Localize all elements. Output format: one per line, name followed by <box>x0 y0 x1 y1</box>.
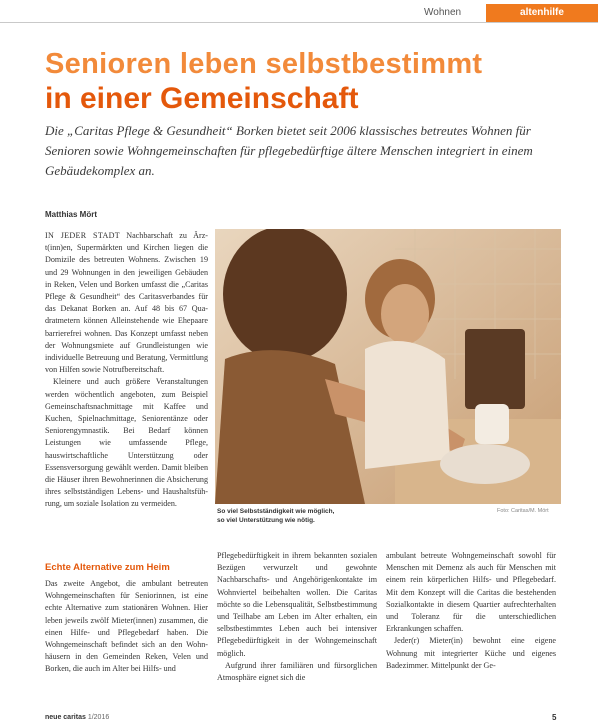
section-tag: altenhilfe <box>486 4 598 22</box>
headline-line-2: in einer Gemeinschaft <box>45 82 359 115</box>
body-paragraph: Pflegebedürftigkeit in ihrem bekannten sozialen Bezügen verwurzelt und gewohnte Nachbarschafts- und Angehörigenkontakte im Wohnviertel beibehalten wollen. Die Caritas möchte so die Lebensqualität, Selbstbestimmung und Teilhabe am Leben im Alter erhalten, ein selbstbestimmtes Leben auch bei intensiver Pflegebedürftigkeit in der Wohngemeinschaft möglich. <box>217 551 377 658</box>
body-paragraph: Das zweite Angebot, die ambulant betreuten Wohngemeinschaften für Seniorinnen, ist eine echte Alternative zum stationären Wohnen. Hier leben jeweils zwölf Mieter(innen) zusammen, die einen Hilfe- und Pflegebedarf haben. Die Wohngemeinschaft befindet sich an den Wohnhäusern in den Gemeinden Reken, Velen und Borken, die auch im Alter bei Hilfs- und <box>45 579 208 674</box>
subheading: Echte Alternative zum Heim <box>45 562 170 573</box>
footer-brand: neue caritas 1/2016 <box>45 714 110 721</box>
headline-line-1: Senioren leben selbstbestimmt <box>45 48 483 80</box>
body-paragraph: Kleinere und auch größere Veranstaltungen werden wöchentlich angeboten, zum Beispiel Gemeinschaftsnachmittage mit Kaffee und Kuchen, Spielnachmittage, Seniorentänze oder Seniorengymnastik. Bei Bedarf können Leistungen wie umfassende Pflege, hauswirtschaftliche Unterstützung oder Essensversorgung gewählt werden. Damit bleiben die Häuser ihren Bewohnerinnen die Absicherung ihres selbstständigen Lebens- und Haushaltsführung, um soziale Isolation zu vermeiden. <box>45 377 208 509</box>
photo-caption: So viel Selbstständigkeit wie möglich, so viel Unterstützung wie nötig. <box>217 508 335 524</box>
body-paragraph: IN JEDER STADT Nachbarschaft zu Ärzt(inn)en, Supermärkten und Kirchen liegen die Domizile des betreuten Wohnens. Zwischen 19 und 29 Wohnungen in den jeweiligen Gebäuden in Reken, Velen und Borken umfasst die „Caritas Pflege & Gesundheit“ des Caritasverbandes für das Dekanat Borken an. Auf 48 bis 67 Quadratmetern können Alleinstehende wie Ehepaare barrierefrei wohnen. Das Konzept umfasst neben der Wohnungsmiete auf Grundleistungen wie individuelle Betreuung und Beratung, Vermittlung von Hilfen sowie Notrufbereitschaft. <box>45 231 208 375</box>
header-rule <box>0 22 598 23</box>
header-section: Wohnen <box>424 7 462 18</box>
body-column-2 <box>217 550 377 710</box>
article-photo <box>215 229 561 504</box>
body-column-1 <box>45 230 208 555</box>
body-paragraph: Jeder(r) Mieter(in) bewohnt eine eigene Wohnung mit integrierter Küche und eigenes Badezimmer. Mittelpunkt der Ge- <box>386 636 556 670</box>
lead-paragraph: Die „Caritas Pflege & Gesundheit“ Borken bietet seit 2006 klassisches betreutes Wohnen für Senioren sowie Wohngemeinschaften für pflegebedürftige ältere Menschen integriert in einem Gebäudekomplex an. <box>45 123 533 178</box>
body-column-1-lower <box>45 578 208 708</box>
author-byline: Matthias Mört <box>45 210 97 219</box>
photo-credit: Foto: Caritas/M. Mört <box>497 508 549 514</box>
paragraph-lead-caps: IN JEDER STADT <box>45 231 120 240</box>
body-paragraph: ambulant betreute Wohngemeinschaft sowohl für Menschen mit Demenz als auch für Menschen mit einem rein körperlichen Hilfs- und Pflegebedarf. Mit dem Konzept will die Caritas die bestehenden Sozialkontakte in diesem Quartier aufrechterhalten und Toleranz für die unterschiedlichen Erkrankungen schaffen. <box>386 551 556 634</box>
body-paragraph: Aufgrund ihrer familiären und fürsorglichen Atmosphäre eignet sich die <box>217 660 377 683</box>
body-column-3 <box>386 550 556 710</box>
page-number: 5 <box>552 713 557 722</box>
